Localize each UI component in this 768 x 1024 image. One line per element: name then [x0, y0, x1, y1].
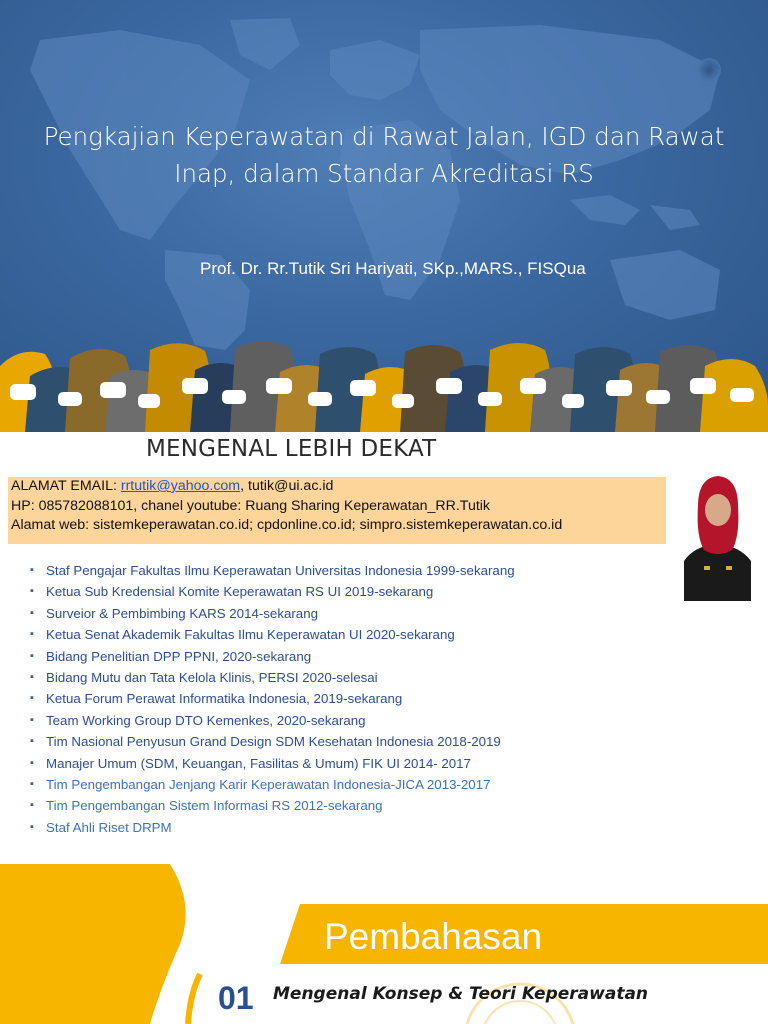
list-item: ▪ Staf Pengajar Fakultas Ilmu Keperawatan Universitas Indonesia 1999-sekarang: [30, 560, 515, 581]
list-item: ▪ Surveior & Pembimbing KARS 2014-sekarang: [30, 603, 515, 624]
presentation-title: Pengkajian Keperawatan di Rawat Jalan, IGD dan Rawat Inap, dalam Standar Akreditasi RS: [43, 122, 725, 188]
list-item: ▪ Staf Ahli Riset DRPM: [30, 817, 515, 838]
list-item: ▪ Ketua Forum Perawat Informatika Indonesia, 2019-sekarang: [30, 688, 515, 709]
slide-profile: [0, 432, 768, 864]
agenda-heading: Pembahasan: [324, 916, 543, 957]
list-item: ▪ Tim Nasional Penyusun Grand Design SDM Kesehatan Indonesia 2018-2019: [30, 731, 515, 752]
agenda-item-number: 01: [218, 980, 254, 1016]
list-item: ▪ Ketua Senat Akademik Fakultas Ilmu Keperawatan UI 2020-sekarang: [30, 624, 515, 645]
list-item: ▪ Ketua Sub Kredensial Komite Keperawatan RS UI 2019-sekarang: [30, 581, 515, 602]
agenda-item-title: Mengenal Konsep & Teori Keperawatan: [273, 984, 649, 1004]
presenter-name: Prof. Dr. Rr.Tutik Sri Hariyati, SKp.,MARS., FISQua: [200, 259, 586, 278]
list-item: ▪ Tim Pengembangan Jenjang Karir Keperawatan Indonesia-JICA 2013-2017: [30, 774, 515, 795]
experience-list: [30, 560, 515, 838]
decorative-dot: [697, 58, 721, 82]
web-line: Alamat web: sistemkeperawatan.co.id; cpdonline.co.id; simpro.sistemkeperawatan.co.id: [11, 517, 563, 533]
section-title: MENGENAL LEBIH DEKAT: [146, 436, 437, 462]
slide-title: [0, 0, 768, 432]
list-item: ▪ Bidang Mutu dan Tata Kelola Klinis, PERSI 2020-selesai: [30, 667, 515, 688]
masked-crowd-illustration: [0, 336, 768, 432]
list-item: ▪ Tim Pengembangan Sistem Informasi RS 2012-sekarang: [30, 795, 515, 816]
email-secondary: , tutik@ui.ac.id: [240, 478, 334, 494]
email-line: [11, 477, 666, 497]
email-link-primary[interactable]: rrtutik@yahoo.com: [120, 478, 241, 494]
list-item: ▪ Manajer Umum (SDM, Keuangan, Fasilitas & Umum) FIK UI 2014- 2017: [30, 753, 515, 774]
presenter-photo: [684, 466, 751, 601]
email-label: ALAMAT EMAIL:: [11, 478, 121, 494]
slide-agenda: [0, 864, 768, 1024]
contact-info-box: [8, 477, 666, 544]
list-item: ▪ Bidang Penelitian DPP PPNI, 2020-sekarang: [30, 646, 515, 667]
list-item: ▪ Team Working Group DTO Kemenkes, 2020-sekarang: [30, 710, 515, 731]
phone-line: HP: 085782088101, chanel youtube: Ruang Sharing Keperawatan_RR.Tutik: [11, 497, 491, 514]
